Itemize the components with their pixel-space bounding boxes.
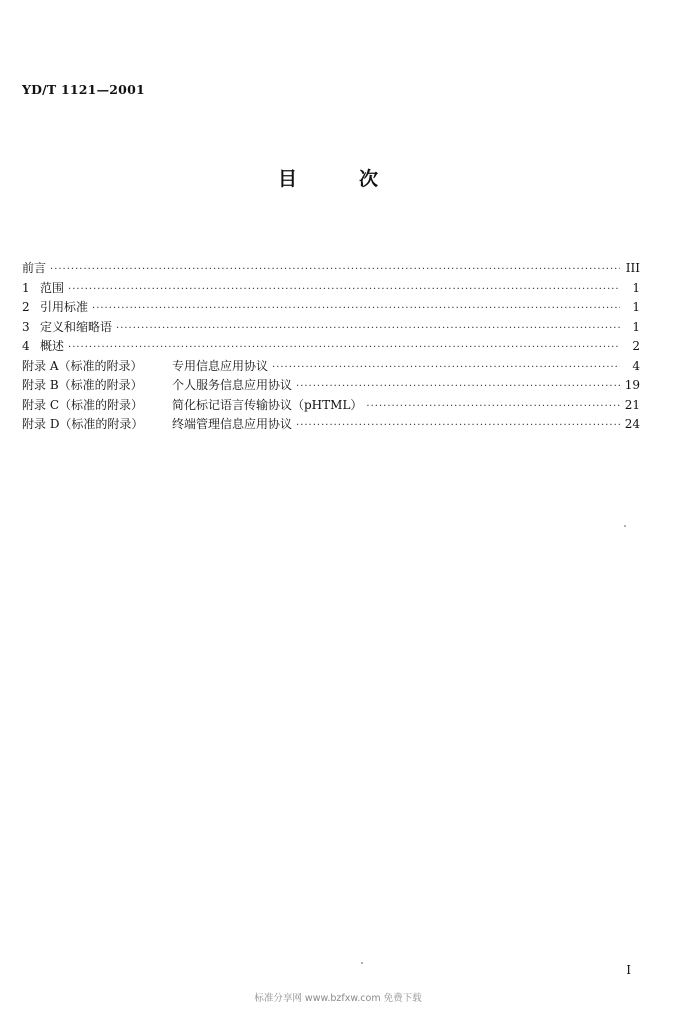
toc-entry-label: 简化标记语言传输协议（pHTML） bbox=[172, 397, 363, 412]
toc-entry-label: 引用标准 bbox=[40, 300, 89, 314]
toc-leader-dots bbox=[68, 280, 620, 300]
toc-entry-annex-prefix: 附录 B（标准的附录） bbox=[22, 378, 143, 392]
toc-entry-scope[interactable] bbox=[22, 279, 640, 299]
toc-entry-number: 1 bbox=[22, 280, 30, 295]
toc-entry-normative-references[interactable] bbox=[22, 298, 640, 318]
toc-entry-label: 范围 bbox=[40, 280, 65, 295]
toc-entry-annex-c[interactable] bbox=[22, 396, 640, 416]
page-title bbox=[0, 166, 676, 192]
toc-leader-dots bbox=[272, 358, 620, 378]
toc-leader-dots bbox=[296, 377, 620, 397]
toc-entry-annex-prefix: 附录 A（标准的附录） bbox=[22, 358, 143, 373]
toc-entry-annex-d[interactable] bbox=[22, 415, 640, 435]
table-of-contents bbox=[22, 259, 640, 435]
toc-entry-number: 3 bbox=[22, 319, 30, 334]
toc-entry-label: 终端管理信息应用协议 bbox=[172, 417, 293, 431]
toc-entry-definitions[interactable] bbox=[22, 318, 640, 338]
toc-leader-dots bbox=[296, 416, 620, 436]
toc-entry-label: 概述 bbox=[40, 339, 65, 353]
standard-code: YD/T 1121—2001 bbox=[22, 82, 145, 97]
scan-speck bbox=[624, 525, 626, 527]
toc-entry-page: 24 bbox=[624, 417, 640, 431]
toc-entry-page: 21 bbox=[624, 397, 640, 412]
toc-leader-dots bbox=[68, 338, 620, 358]
toc-entry-page: 4 bbox=[632, 358, 640, 373]
toc-entry-annex-prefix: 附录 D（标准的附录） bbox=[22, 417, 144, 431]
toc-entry-page: 19 bbox=[624, 378, 640, 392]
page-title-char-2: 次 bbox=[359, 168, 379, 190]
toc-entry-page: III bbox=[625, 261, 640, 275]
scan-speck bbox=[361, 962, 363, 964]
toc-entry-page: 1 bbox=[632, 280, 640, 295]
toc-entry-annex-prefix: 附录 C（标准的附录） bbox=[22, 397, 143, 412]
toc-entry-label: 定义和缩略语 bbox=[40, 319, 113, 334]
toc-entry-number: 4 bbox=[22, 339, 30, 353]
toc-entry-page: 1 bbox=[632, 319, 640, 334]
toc-leader-dots bbox=[50, 260, 620, 280]
toc-entry-overview[interactable] bbox=[22, 337, 640, 357]
page-number: I bbox=[626, 963, 631, 977]
page-title-char-1: 目 bbox=[278, 168, 298, 190]
footer-watermark: 标准分享网 www.bzfxw.com 免费下载 bbox=[254, 993, 422, 1004]
toc-entry-label: 专用信息应用协议 bbox=[172, 358, 269, 373]
toc-leader-dots bbox=[366, 397, 620, 417]
toc-entry-label: 前言 bbox=[22, 261, 47, 275]
toc-entry-label: 个人服务信息应用协议 bbox=[172, 378, 293, 392]
toc-entry-foreword[interactable] bbox=[22, 259, 640, 279]
toc-entry-page: 2 bbox=[632, 339, 640, 353]
toc-leader-dots bbox=[92, 299, 620, 319]
toc-entry-number: 2 bbox=[22, 300, 30, 314]
toc-entry-annex-a[interactable] bbox=[22, 357, 640, 377]
toc-leader-dots bbox=[116, 319, 620, 339]
toc-entry-annex-b[interactable] bbox=[22, 376, 640, 396]
toc-entry-page: 1 bbox=[632, 300, 640, 314]
